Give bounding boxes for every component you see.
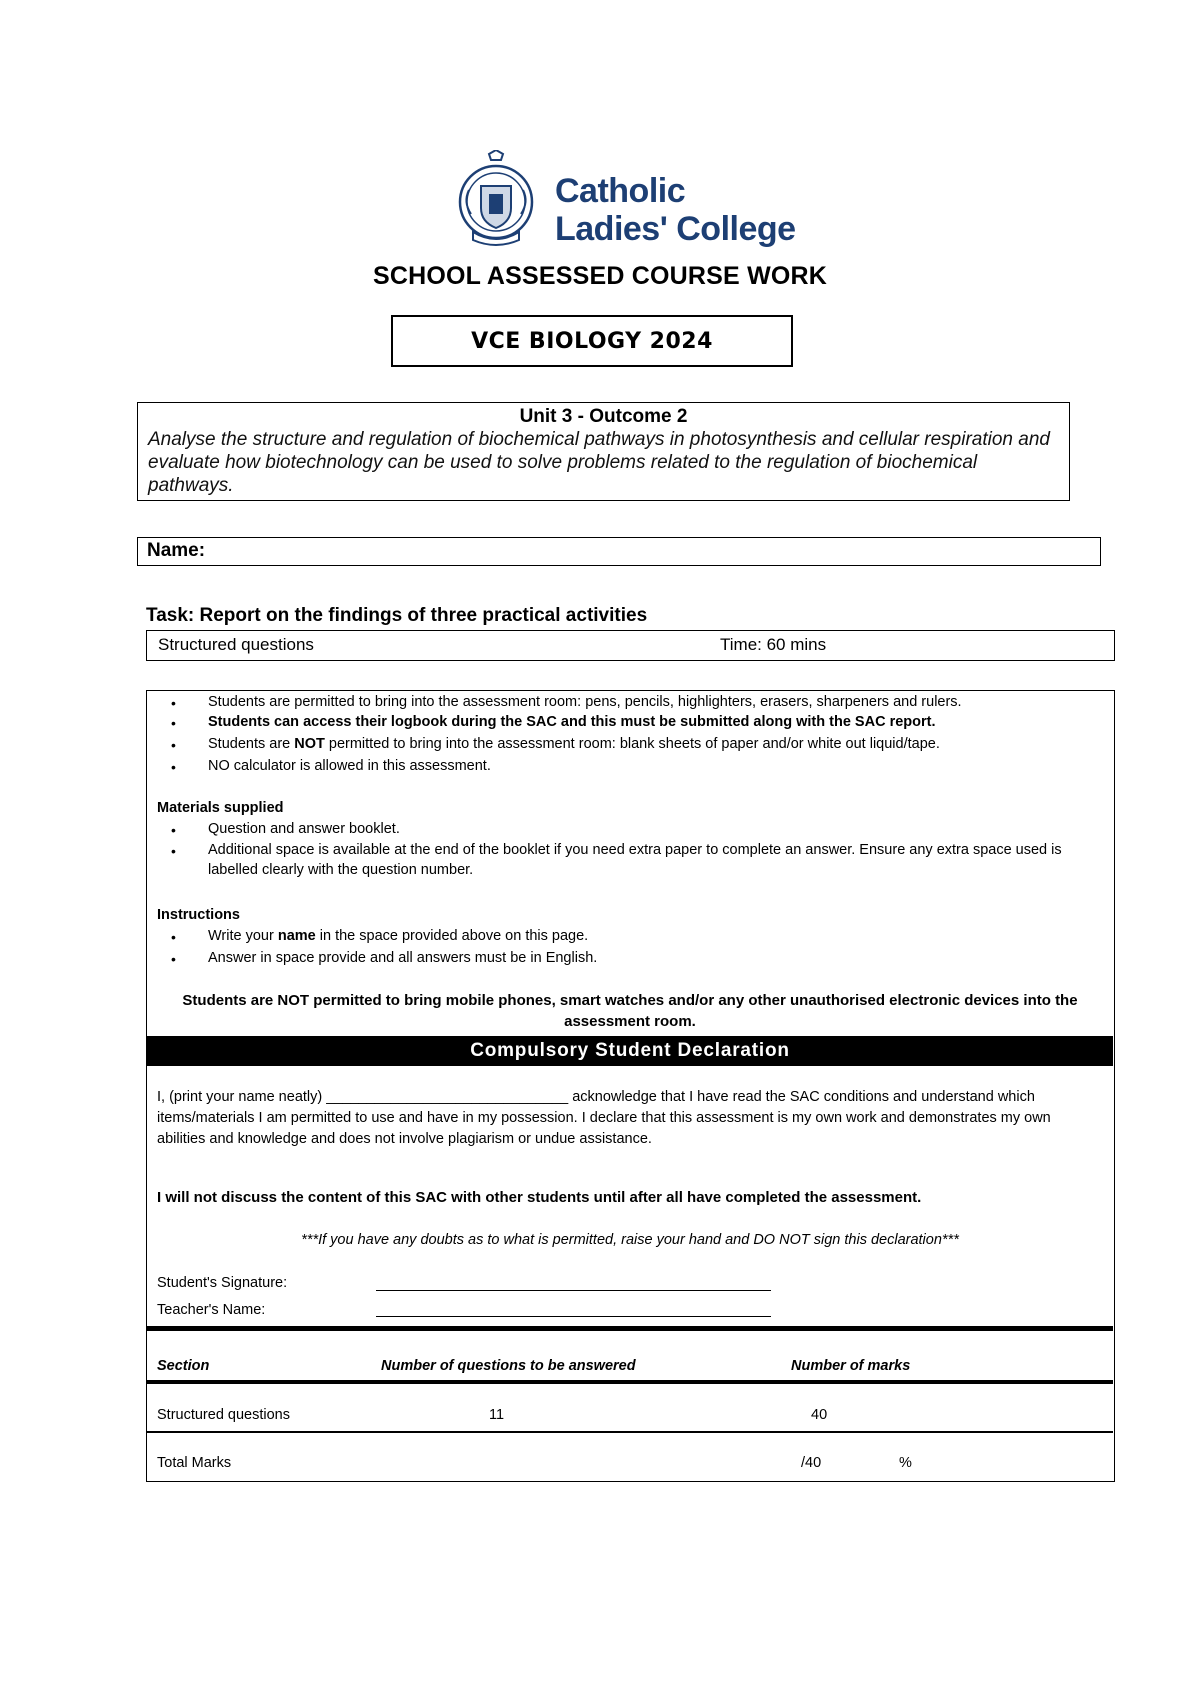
declaration-note: ***If you have any doubts as to what is permitted, raise your hand and DO NOT sign this declaration*** (301, 1232, 959, 1248)
device-warning: Students are NOT permitted to bring mobile phones, smart watches and/or any other unauthorised electronic devices into the assessment room. (182, 992, 1078, 1030)
bullet-icon: • (171, 822, 176, 838)
declaration-text (157, 1087, 1103, 1150)
outcome-box (137, 402, 1070, 501)
divider (147, 1380, 1113, 1384)
subject-title-box (391, 315, 793, 367)
table-header-marks: Number of marks (791, 1358, 911, 1374)
rule-item (208, 734, 940, 754)
bullet-icon: • (171, 715, 176, 731)
bullet-icon: • (171, 737, 176, 753)
name-label: Name: (147, 540, 206, 561)
logo-wordmark-line2: Ladies' College (555, 210, 796, 248)
conditions-panel (146, 690, 1115, 1482)
material-item: Question and answer booklet. (208, 821, 400, 837)
bullet-icon: • (171, 759, 176, 775)
bullet-icon: • (171, 929, 176, 945)
logo-wordmark-line1: Catholic (555, 172, 686, 210)
bullet-icon: • (171, 843, 176, 859)
rule-text: permitted to bring into the assessment room: blank sheets of paper and/or white out liquid/tape. (328, 736, 940, 752)
signature-label: Student's Signature: (157, 1275, 288, 1291)
name-field[interactable] (137, 537, 1101, 566)
table-row-marks: 40 (811, 1407, 828, 1423)
rule-item: Students can access their logbook during the SAC and this must be submitted along with the SAC report. (208, 714, 936, 730)
task-type: Structured questions (158, 635, 314, 654)
rule-text: Students are (208, 736, 295, 752)
material-item: Additional space is available at the end of the booklet if you need extra paper to complete an answer. Ensure any extra space used is labelled clearly with the question number. (208, 842, 1062, 878)
college-logo (455, 150, 795, 250)
instruction-text: Write your (208, 928, 278, 944)
instructions-heading: Instructions (157, 907, 240, 923)
task-info-box (146, 630, 1115, 661)
rule-emphasis: NOT (294, 736, 325, 752)
instruction-text: in the space provided above on this page. (315, 928, 589, 944)
signature-line[interactable] (376, 1289, 771, 1291)
outcome-description: Analyse the structure and regulation of biochemical pathways in photosynthesis and cellular respiration and evaluate how biotechnology can be used to solve problems related to the regulation of biochemical pathways. (148, 429, 1050, 496)
bullet-icon: • (171, 695, 176, 711)
materials-heading: Materials supplied (157, 800, 284, 816)
bullet-icon: • (171, 951, 176, 967)
total-marks-label: Total Marks (157, 1455, 232, 1471)
task-time: Time: 60 mins (720, 635, 827, 654)
declaration-text-part: acknowledge that I have read the SAC conditions and understand which items/materials I am permitted to use and have in my possession. I declare that this assessment is my own work and demonstrates my own abilities and knowledge and does not involve plagiarism or undue assistance. (157, 1089, 1051, 1147)
declaration-commitment: I will not discuss the content of this SAC with other students until after all have completed the assessment. (157, 1189, 922, 1206)
declaration-banner: Compulsory Student Declaration (147, 1036, 1113, 1066)
divider (147, 1326, 1113, 1331)
outcome-title: Unit 3 - Outcome 2 (519, 406, 688, 427)
table-row-questions: 11 (489, 1407, 505, 1423)
instruction-emphasis: name (277, 928, 316, 944)
teacher-name-label: Teacher's Name: (157, 1302, 266, 1318)
instruction-item: Answer in space provide and all answers must be in English. (208, 950, 598, 966)
rule-item: Students are permitted to bring into the assessment room: pens, pencils, highlighters, erasers, sharpeners and rulers. (208, 694, 962, 710)
college-crest-icon (455, 150, 537, 250)
table-row-section: Structured questions (157, 1407, 290, 1423)
page-title: SCHOOL ASSESSED COURSE WORK (372, 262, 828, 290)
instruction-item (208, 926, 588, 946)
task-heading: Task: Report on the findings of three practical activities (146, 605, 648, 626)
table-header-questions: Number of questions to be answered (381, 1358, 636, 1374)
table-header-section: Section (157, 1358, 210, 1374)
total-marks-value: /40 (801, 1455, 822, 1471)
divider (147, 1431, 1113, 1433)
total-percent: % (899, 1455, 912, 1471)
print-name-blank[interactable]: ______________________________ (326, 1089, 569, 1105)
rule-item: NO calculator is allowed in this assessment. (208, 758, 491, 774)
declaration-text-part: I, (print your name neatly) (157, 1089, 327, 1105)
subject-title: VCE BIOLOGY 2024 (471, 328, 713, 354)
teacher-name-line[interactable] (376, 1315, 771, 1317)
